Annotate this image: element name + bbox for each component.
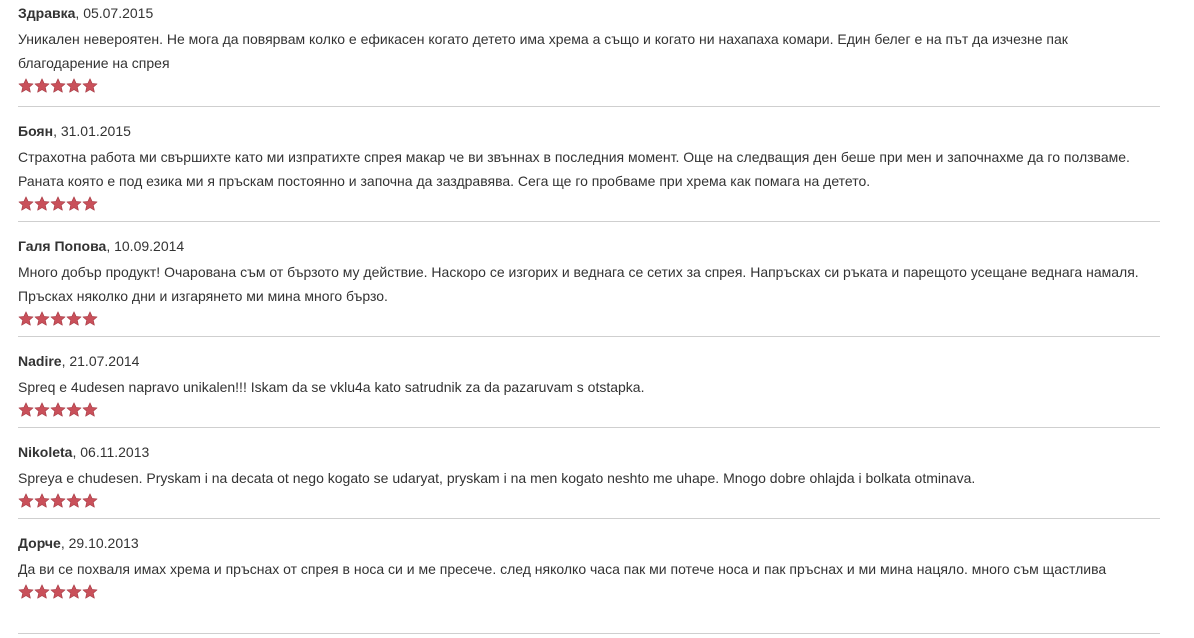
star-icon bbox=[66, 493, 82, 509]
star-icon bbox=[34, 584, 50, 600]
review-author: Боян bbox=[18, 123, 54, 139]
star-icon bbox=[18, 196, 34, 212]
review-text: Страхотна работа ми свършихте като ми изпратихте спрея макар че ви звъннах в последния момент. Още на следващия ден беше при мен и започнахме да го ползваме. Раната която е под езика ми я пръскам постоянно и започна да заздравява. Сега ще го пробваме при хрема как помага на детето. bbox=[18, 149, 1130, 189]
star-icon bbox=[18, 311, 34, 327]
star-icon bbox=[82, 196, 98, 212]
review-rating bbox=[18, 492, 1160, 510]
review-author: Галя Попова bbox=[18, 238, 107, 254]
star-icon bbox=[34, 402, 50, 418]
review-separator: , bbox=[75, 5, 84, 21]
review-date: 29.10.2013 bbox=[68, 535, 139, 551]
star-icon bbox=[82, 311, 98, 327]
review-text: Spreya e chudesen. Pryskam i na decata ot nego kogato se udaryat, pryskam i na men kogato neshto me uhape. Mnogo dobre ohlajda i bolkata otminava. bbox=[18, 470, 976, 486]
review-author: Nikoleta bbox=[18, 444, 73, 460]
review-header bbox=[18, 533, 1160, 553]
star-icon bbox=[66, 196, 82, 212]
review-header bbox=[18, 442, 1160, 462]
star-icon bbox=[66, 584, 82, 600]
review-author: Nadire bbox=[18, 353, 62, 369]
review-date: 21.07.2014 bbox=[69, 353, 140, 369]
star-icon bbox=[82, 78, 98, 94]
review-text: Spreq e 4udesen napravo unikalen!!! Iskam da se vklu4a kato satrudnik za da pazaruvam s otstapka. bbox=[18, 379, 645, 395]
review-author: Дорче bbox=[18, 535, 61, 551]
review-separator: , bbox=[72, 444, 81, 460]
review-item bbox=[18, 533, 1160, 634]
review-item bbox=[18, 121, 1160, 222]
star-icon bbox=[50, 196, 66, 212]
star-icon bbox=[82, 584, 98, 600]
star-icon bbox=[18, 78, 34, 94]
star-icon bbox=[50, 493, 66, 509]
review-rating bbox=[18, 195, 1160, 213]
star-icon bbox=[50, 311, 66, 327]
star-icon bbox=[50, 584, 66, 600]
review-item bbox=[18, 3, 1160, 107]
review-date: 10.09.2014 bbox=[114, 238, 185, 254]
star-icon bbox=[66, 78, 82, 94]
review-author: Здравка bbox=[18, 5, 76, 21]
review-text: Уникален невероятен. Не мога да повярвам колко е ефикасен когато детето има хрема а също и когато ни нахапаха комари. Един белег е на път да изчезне пак благодарение на спрея bbox=[18, 31, 1068, 71]
star-icon bbox=[66, 402, 82, 418]
review-rating bbox=[18, 401, 1160, 419]
star-icon bbox=[82, 493, 98, 509]
reviews-list bbox=[18, 0, 1160, 634]
review-header bbox=[18, 236, 1160, 256]
review-rating bbox=[18, 77, 1160, 95]
review-header bbox=[18, 351, 1160, 371]
star-icon bbox=[18, 584, 34, 600]
review-header bbox=[18, 3, 1160, 23]
review-item bbox=[18, 351, 1160, 428]
star-icon bbox=[18, 493, 34, 509]
review-rating bbox=[18, 310, 1160, 328]
star-icon bbox=[66, 311, 82, 327]
star-icon bbox=[50, 402, 66, 418]
review-date: 31.01.2015 bbox=[60, 123, 131, 139]
star-icon bbox=[34, 311, 50, 327]
review-item bbox=[18, 236, 1160, 337]
review-text: Много добър продукт! Очарована съм от бързото му действие. Наскоро се изгорих и веднага се сетих за спрея. Напръсках си ръката и парещото усещане веднага намаля. Пръсках няколко дни и изгарянето ми мина много бързо. bbox=[18, 264, 1139, 304]
star-icon bbox=[34, 78, 50, 94]
review-item bbox=[18, 442, 1160, 519]
review-separator: , bbox=[106, 238, 115, 254]
star-icon bbox=[34, 196, 50, 212]
review-text: Да ви се похваля имах хрема и пръснах от спрея в носа си и ме пресече. след няколко часа пак ми потече носа и пак пръснах и ми мина нацяло. много съм щастлива bbox=[18, 561, 1107, 577]
review-header bbox=[18, 121, 1160, 141]
review-separator: , bbox=[53, 123, 61, 139]
star-icon bbox=[18, 402, 34, 418]
review-separator: , bbox=[60, 535, 69, 551]
review-separator: , bbox=[61, 353, 70, 369]
review-rating bbox=[18, 583, 1160, 601]
star-icon bbox=[50, 78, 66, 94]
review-date: 06.11.2013 bbox=[80, 444, 150, 460]
review-date: 05.07.2015 bbox=[83, 5, 154, 21]
star-icon bbox=[34, 493, 50, 509]
star-icon bbox=[82, 402, 98, 418]
